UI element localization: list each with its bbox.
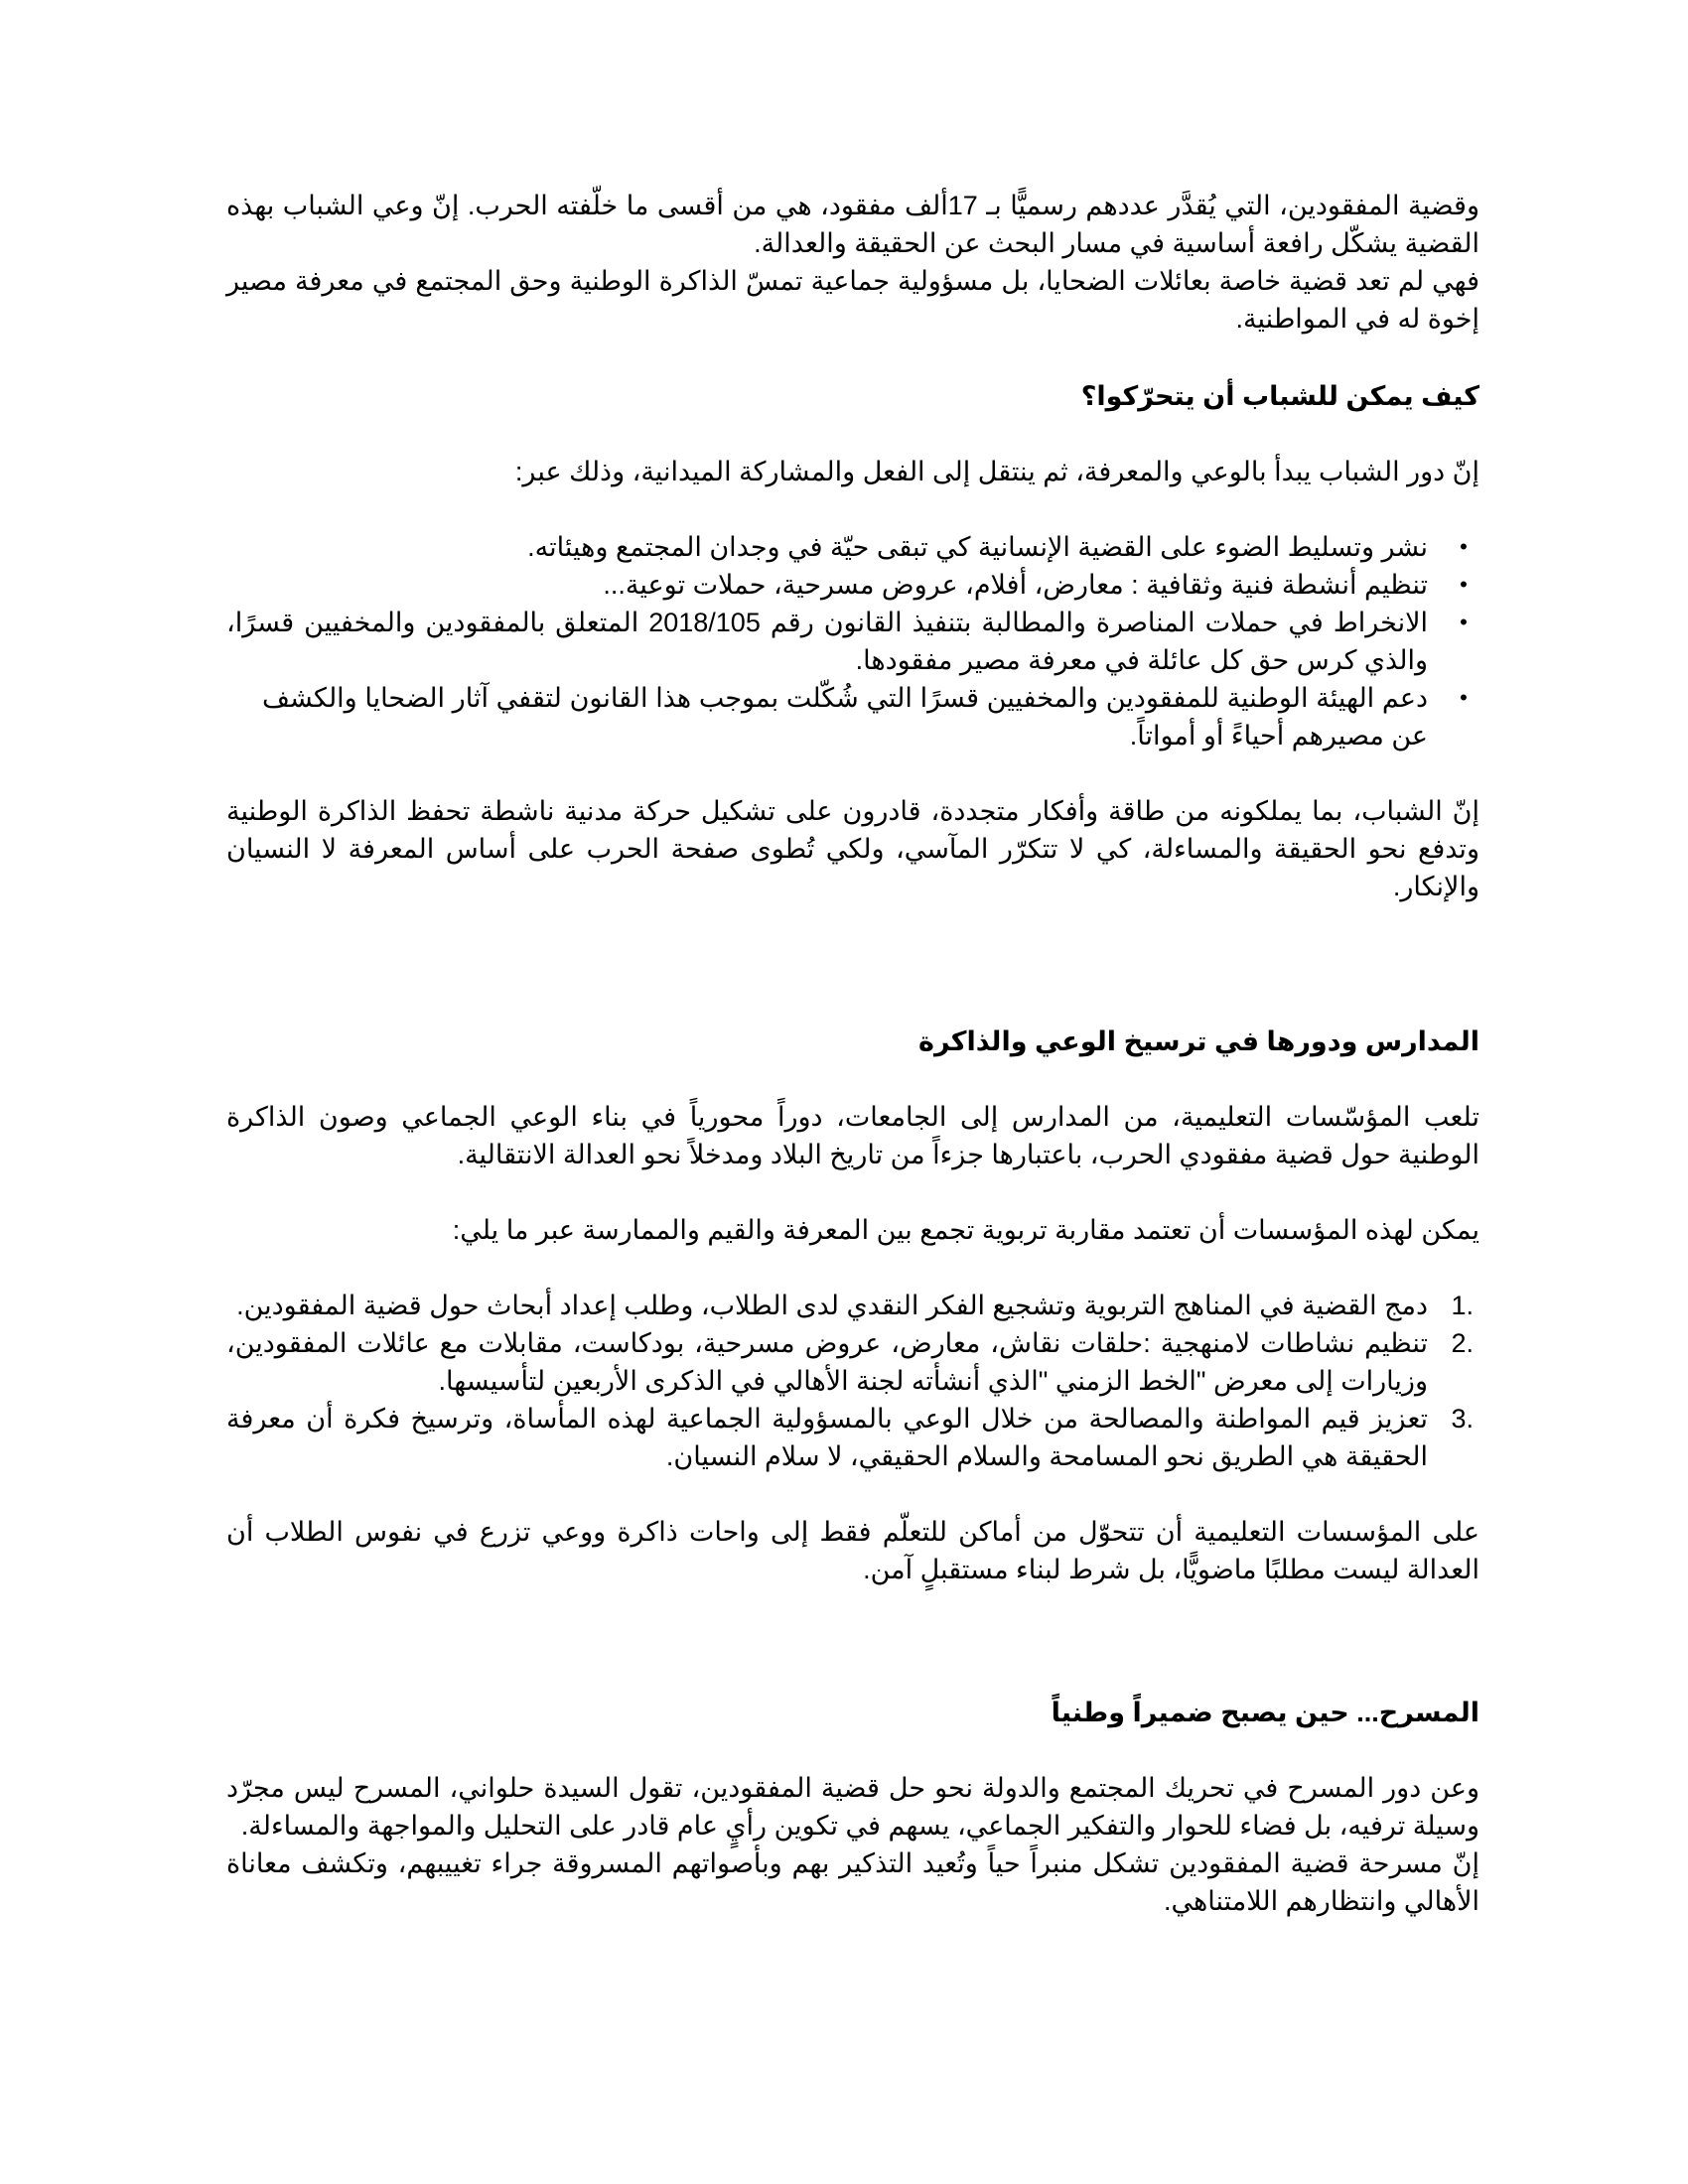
spacer <box>226 1173 1479 1211</box>
schools-numbered-list <box>226 1287 1479 1475</box>
list-item-text: تعزيز قيم المواطنة والمصالحة من خلال الوعي بالمسؤولية الجماعية لهذه المأساة، وترسيخ فكرة أن معرفة الحقيقة هي الطريق نحو المسامحة والسلام الحقيقي، لا سلام النسيان. <box>226 1404 1428 1471</box>
list-item-text: نشر وتسليط الضوء على القضية الإنسانية كي تبقى حيّة في وجدان المجتمع وهيئاته. <box>527 532 1428 562</box>
spacer <box>226 1588 1479 1694</box>
list-item <box>226 1287 1479 1324</box>
list-item-text: تنظيم أنشطة فنية وثقافية : معارض، أفلام، عروض مسرحية، حملات توعية... <box>603 570 1428 600</box>
spacer <box>226 1475 1479 1513</box>
bullet-icon: • <box>1460 685 1468 710</box>
list-item <box>226 604 1479 679</box>
list-item <box>226 1400 1479 1475</box>
youth-bullet-list <box>226 528 1479 754</box>
section-heading-youth: كيف يمكن للشباب أن يتحرّكوا؟ <box>1080 381 1479 411</box>
spacer <box>226 1731 1479 1769</box>
youth-closing-paragraph: إنّ الشباب، بما يملكونه من طاقة وأفكار متجددة، قادرون على تشكيل حركة مدنية ناشطة تحفظ الذاكرة الوطنية وتدفع نحو الحقيقة والمساءلة، كي لا تتكرّر المآسي، ولكي تُطوى صفحة الحرب على أساس المعرفة لا النسيان والإنكار. <box>226 796 1479 901</box>
section-heading-schools: المدارس ودورها في ترسيخ الوعي والذاكرة <box>918 1026 1479 1056</box>
list-item-text: دعم الهيئة الوطنية للمفقودين والمخفيين قسرًا التي شُكّلت بموجب هذا القانون لتقفي آثار الضحايا والكشف عن مصيرهم أحياءً أو أمواتاً. <box>262 683 1428 751</box>
bullet-icon: • <box>1460 534 1468 559</box>
spacer <box>226 490 1479 528</box>
intro-paragraph-1: وقضية المفقودين، التي يُقدَّر عددهم رسميًّا بـ 17ألف مفقود، هي من أقسى ما خلّفته الحرب. إنّ وعي الشباب بهذه القضية يشكّل رافعة أساسية في مسار البحث عن الحقيقة والعدالة. <box>226 191 1479 258</box>
schools-paragraph-2: يمكن لهذه المؤسسات أن تعتمد مقاربة تربوية تجمع بين المعرفة والقيم والممارسة عبر ما يلي: <box>452 1215 1479 1245</box>
spacer <box>226 1060 1479 1098</box>
theatre-paragraph-1: وعن دور المسرح في تحريك المجتمع والدولة نحو حل قضية المفقودين، تقول السيدة حلواني، المسرح ليس مجرّد وسيلة ترفيه، بل فضاء للحوار والتفكير الجماعي، يسهم في تكوين رأيٍ عام قادر على التحليل والمواجهة والمساءلة. <box>226 1773 1479 1841</box>
bullet-icon: • <box>1460 572 1468 597</box>
spacer <box>226 754 1479 792</box>
youth-lead-paragraph: إنّ دور الشباب يبدأ بالوعي والمعرفة، ثم ينتقل إلى الفعل والمشاركة الميدانية، وذلك عبر: <box>514 457 1479 486</box>
spacer <box>226 415 1479 453</box>
list-number: 1. <box>1451 1291 1474 1320</box>
intro-paragraph-2: فهي لم تعد قضية خاصة بعائلات الضحايا، بل مسؤولية جماعية تمسّ الذاكرة الوطنية وحق المجتمع في معرفة مصير إخوة له في المواطنية. <box>226 266 1479 334</box>
document-page <box>226 187 1479 1920</box>
list-item <box>226 528 1479 566</box>
section-heading-theatre: المسرح... حين يصبح ضميراً وطنياً <box>1051 1698 1479 1727</box>
list-number: 2. <box>1451 1328 1474 1358</box>
list-item-text: تنظيم نشاطات لامنهجية :حلقات نقاش، معارض، عروض مسرحية، بودكاست، مقابلات مع عائلات المفقودين، وزيارات إلى معرض "الخط الزمني "الذي أنشأته لجنة الأهالي في الذكرى الأربعين لتأسيسها. <box>226 1328 1428 1396</box>
list-number: 3. <box>1451 1404 1474 1433</box>
list-item <box>226 679 1479 754</box>
list-item-text: الانخراط في حملات المناصرة والمطالبة بتنفيذ القانون رقم 2018/105 المتعلق بالمفقودين والمخفيين قسرًا، والذي كرس حق كل عائلة في معرفة مصير مفقودها. <box>226 608 1428 675</box>
list-item <box>226 1324 1479 1400</box>
list-item <box>226 566 1479 604</box>
theatre-paragraph-2: إنّ مسرحة قضية المفقودين تشكل منبراً حياً وتُعيد التذكير بهم وبأصواتهم المسروقة جراء تغييبهم، وتكشف معاناة الأهالي وانتظارهم اللامتناهي. <box>226 1848 1479 1916</box>
spacer <box>226 905 1479 1023</box>
schools-paragraph-1: تلعب المؤسّسات التعليمية، من المدارس إلى الجامعات، دوراً محورياً في بناء الوعي الجماعي وصون الذاكرة الوطنية حول قضية مفقودي الحرب، باعتبارها جزءاً من تاريخ البلاد ومدخلاً نحو العدالة الانتقالية. <box>226 1102 1479 1169</box>
spacer <box>226 1249 1479 1287</box>
schools-closing-paragraph: على المؤسسات التعليمية أن تتحوّل من أماكن للتعلّم فقط إلى واحات ذاكرة ووعي تزرع في نفوس الطلاب أن العدالة ليست مطلبًا ماضويًّا، بل شرط لبناء مستقبلٍ آمن. <box>226 1517 1479 1584</box>
bullet-icon: • <box>1460 610 1468 634</box>
spacer <box>226 338 1479 377</box>
list-item-text: دمج القضية في المناهج التربوية وتشجيع الفكر النقدي لدى الطلاب، وطلب إعداد أبحاث حول قضية المفقودين. <box>236 1291 1428 1320</box>
